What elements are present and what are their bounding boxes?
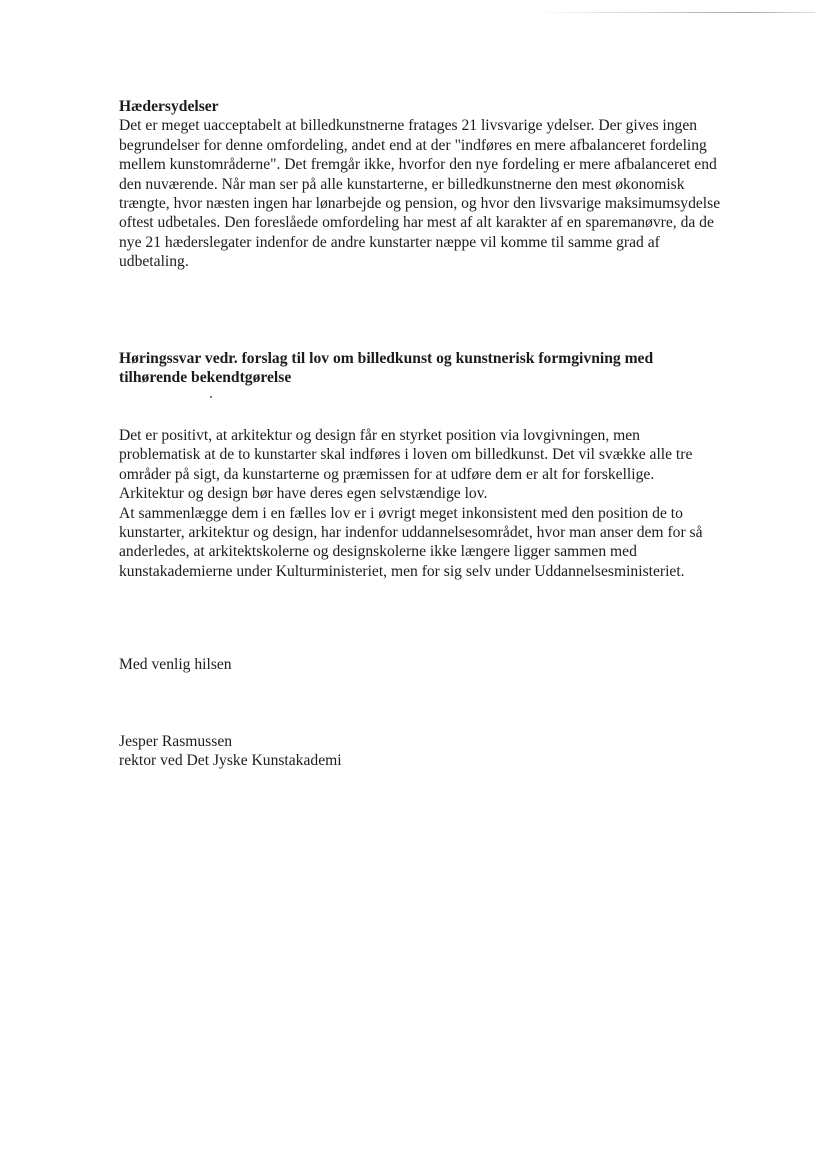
signer-title: rektor ved Det Jyske Kunstakademi: [119, 752, 342, 770]
paragraph-line: kunstakademierne under Kulturministeriet, men for sig selv under Uddannelsesministeriet.: [119, 562, 685, 580]
closing-greeting: Med venlig hilsen: [119, 656, 232, 673]
signer-name: Jesper Rasmussen: [119, 733, 233, 750]
section-horingssvar-heading: [119, 349, 769, 388]
scan-artifact-line: [535, 12, 815, 13]
paragraph-line: områder på sigt, da kunstarterne og præmissen for at udføre dem er alt for forskellige.: [119, 465, 655, 483]
paragraph-line: oftest udbetales. Den foreslåede omfordeling har mest af alt karakter af en sparemanøvre, da de: [119, 214, 714, 232]
scan-speck: [210, 396, 212, 398]
paragraph-line: begrundelser for denne omfordeling, andet end at der "indføres en mere afbalanceret fordeling: [119, 136, 707, 154]
paragraph-line: Det er positivt, at arkitektur og design får en styrket position via lovgivningen, men: [119, 427, 640, 444]
paragraph-line: anderledes, at arkitektskolerne og designskolerne ikke længere ligger sammen med: [119, 543, 637, 561]
paragraph-line: At sammenlægge dem i en fælles lov er i øvrigt meget inkonsistent med den position de to: [119, 504, 683, 522]
paragraph-line: problematisk at de to kunstarter skal indføres i loven om billedkunst. Det vil svække alle tre: [119, 446, 693, 464]
paragraph-line: den nuværende. Når man ser på alle kunstarterne, er billedkunstnerne den mest økonomisk: [119, 175, 685, 193]
section-heading: Hædersydelser: [119, 98, 219, 115]
paragraph-line: nye 21 hæderslegater indenfor de andre kunstarter næppe vil komme til samme grad af: [119, 233, 660, 251]
section-heading-line: Høringssvar vedr. forslag til lov om billedkunst og kunstnerisk formgivning med: [119, 350, 654, 367]
paragraph-line: trængte, hvor næsten ingen har lønarbejde og pension, og hvor den livsvarige maksimumsydelse: [119, 195, 721, 213]
closing-greeting-block: [119, 655, 769, 674]
section-horingssvar-body: [119, 426, 769, 581]
paragraph-line: udbetaling.: [119, 253, 189, 271]
paragraph-line: mellem kunstområderne". Det fremgår ikke, hvorfor den nye fordeling er mere afbalanceret end: [119, 156, 717, 174]
paragraph-line: Det er meget uacceptabelt at billedkunstnerne fratages 21 livsvarige ydelser. Der gives ingen: [119, 117, 698, 135]
section-haedersydelser: [119, 97, 769, 272]
signature-block: [119, 732, 769, 771]
paragraph-line: kunstarter, arkitektur og design, har indenfor uddannelsesområdet, hvor man anser dem for så: [119, 524, 703, 542]
paragraph-line: Arkitektur og design bør have deres egen selvstændige lov.: [119, 485, 488, 503]
section-heading-line: tilhørende bekendtgørelse: [119, 369, 292, 387]
